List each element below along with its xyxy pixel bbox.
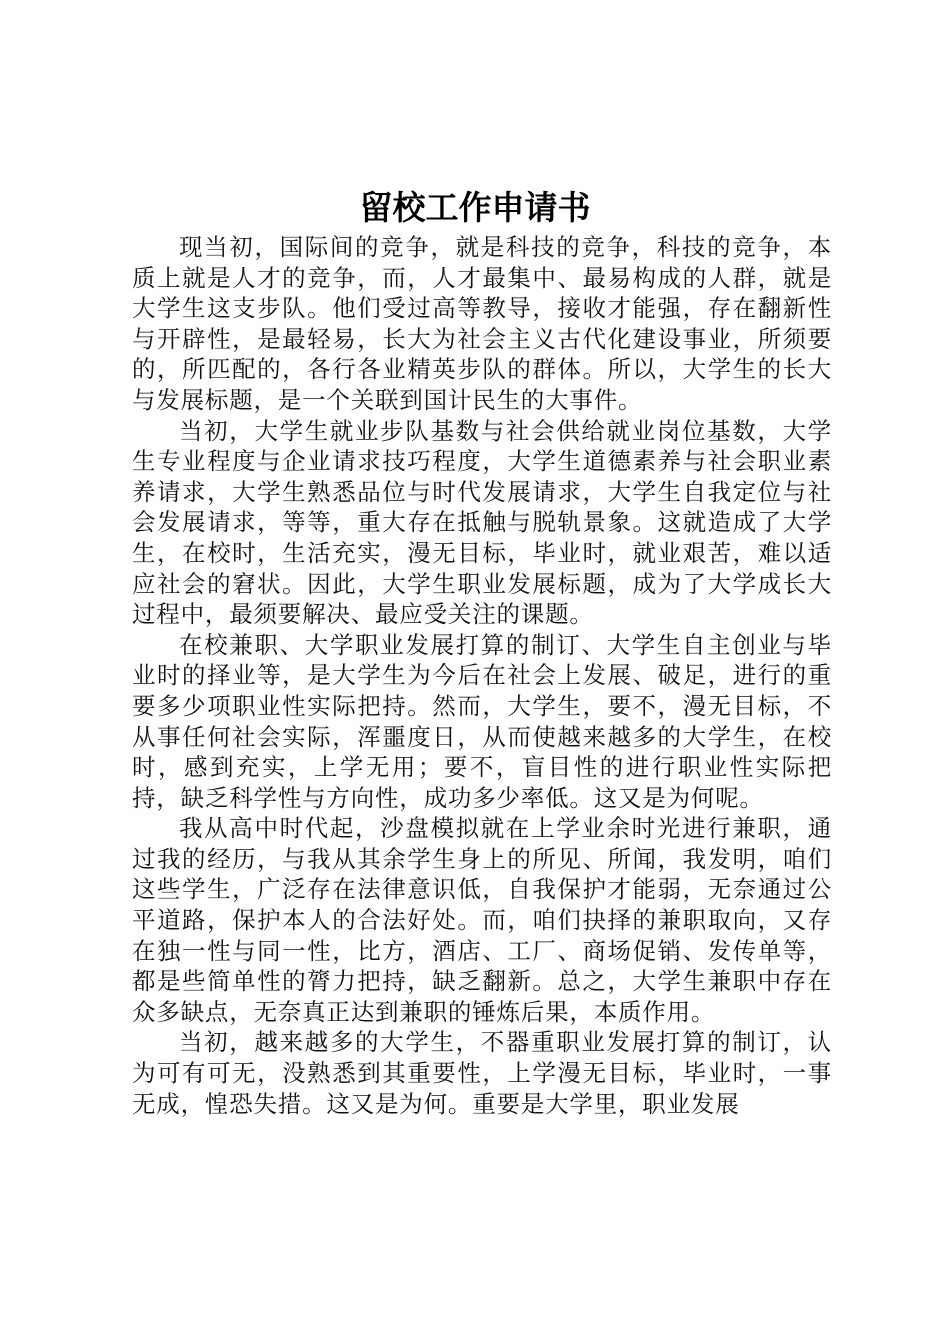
document-body [132, 232, 832, 1119]
paragraph-2: 当初，大学生就业步队基数与社会供给就业岗位基数，大学生专业程度与企业请求技巧程度，大学生道德素养与社会职业素养请求，大学生熟悉品位与时代发展请求，大学生自我定位与社会发展请求，等等，重大存在抵触与脱轨景象。这就造成了大学生，在校时，生活充实，漫无目标，毕业时，就业艰苦，难以适应社会的窘状。因此，大学生职业发展标题，成为了大学成长大过程中，最须要解决、最应受关注的课题。 [132, 416, 832, 629]
paragraph-5: 当初，越来越多的大学生，不器重职业发展打算的制订，认为可有可无，没熟悉到其重要性，上学漫无目标，毕业时，一事无成，惶恐失措。这又是为何。重要是大学里，职业发展 [132, 1028, 832, 1118]
paragraph-3: 在校兼职、大学职业发展打算的制订、大学生自主创业与毕业时的择业等，是大学生为今后在社会上发展、破足，进行的重要多少项职业性实际把持。然而，大学生，要不，漫无目标，不从事任何社会实际，浑噩度日，从而使越来越多的大学生，在校时，感到充实，上学无用；要不，盲目性的进行职业性实际把持，缺乏科学性与方向性，成功多少率低。这又是为何呢。 [132, 630, 832, 812]
paragraph-1: 现当初，国际间的竞争，就是科技的竞争，科技的竞争，本质上就是人才的竞争，而，人才最集中、最易构成的人群，就是大学生这支步队。他们受过高等教导，接收才能强，存在翻新性与开辟性，是最轻易，长大为社会主义古代化建设事业，所须要的，所匹配的，各行各业精英步队的群体。所以，大学生的长大与发展标题，是一个关联到国计民生的大事件。 [132, 233, 832, 414]
document-title: 留校工作申请书 [359, 188, 591, 227]
paragraph-4: 我从高中时代起，沙盘模拟就在上学业余时光进行兼职，通过我的经历，与我从其余学生身上的所见、所闻，我发明，咱们这些学生，广泛存在法律意识低，自我保护才能弱，无奈通过公平道路，保护本人的合法好处。而，咱们抉择的兼职取向，又存在独一性与同一性，比方，酒店、工厂、商场促销、发传单等，都是些简单性的膂力把持，缺乏翻新。总之，大学生兼职中存在众多缺点，无奈真正达到兼职的锤炼后果，本质作用。 [132, 814, 832, 1026]
